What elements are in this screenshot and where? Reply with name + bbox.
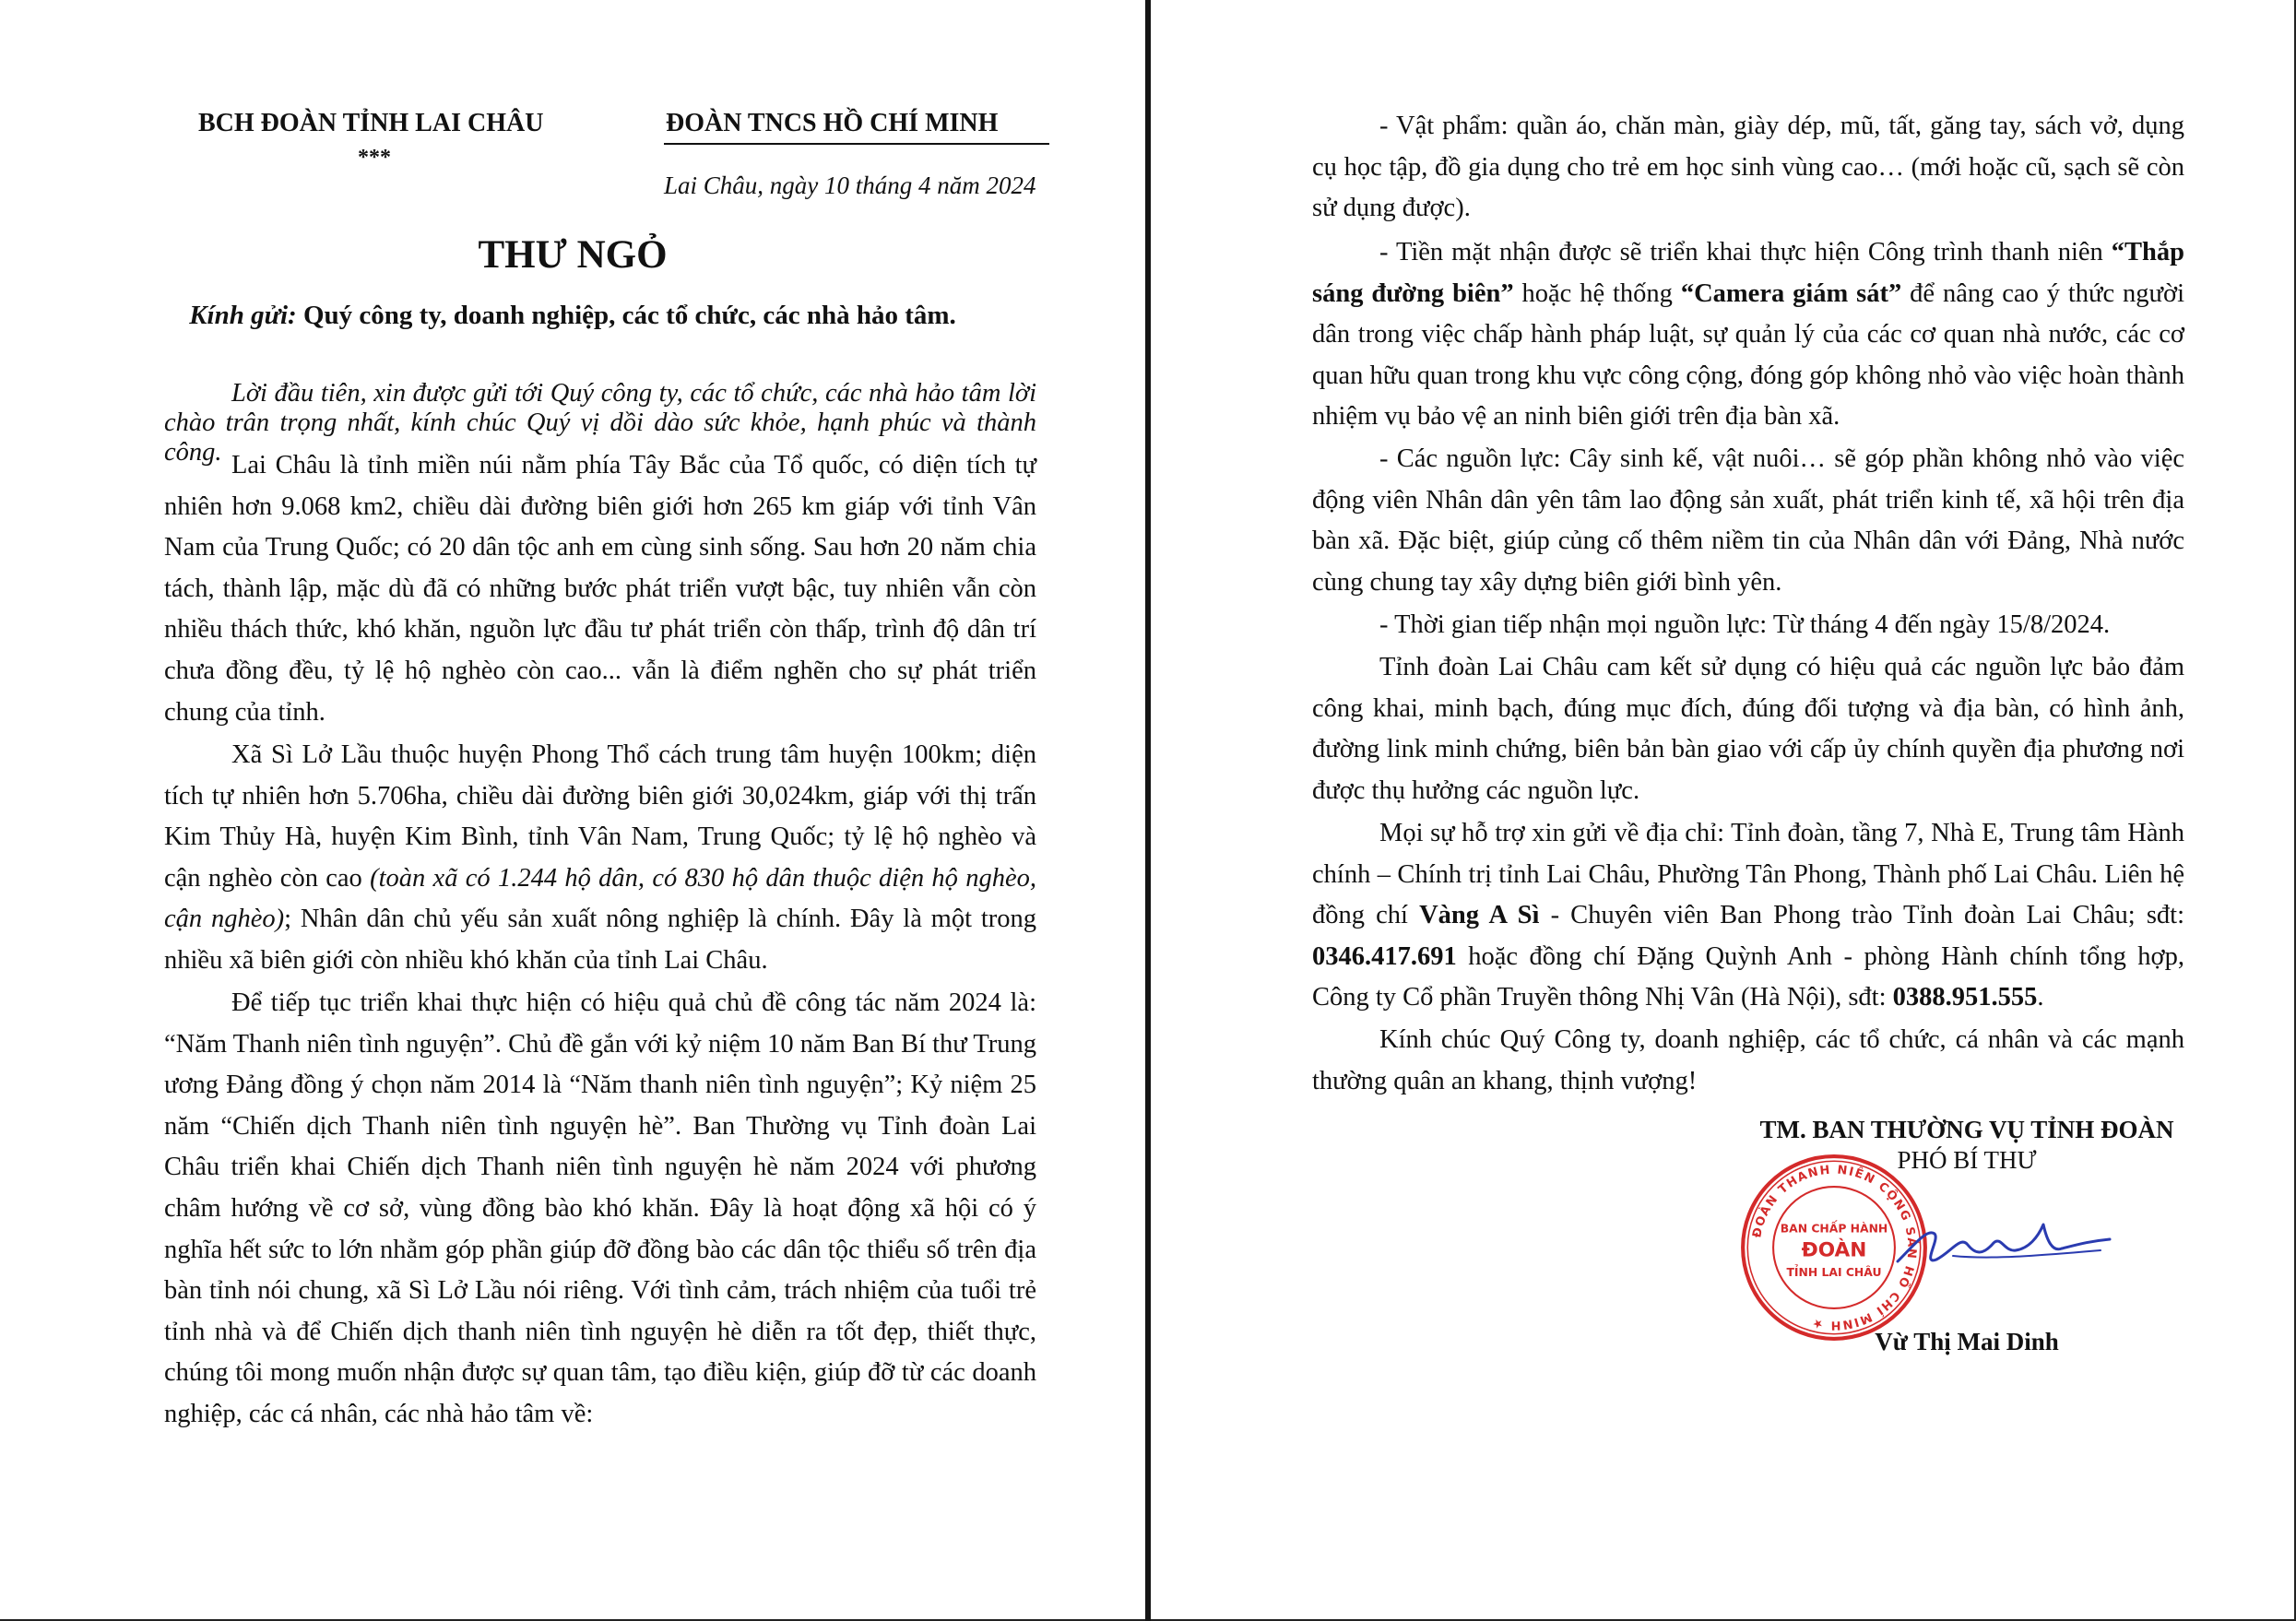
svg-text:ĐOÀN: ĐOÀN	[1801, 1238, 1867, 1262]
contact-phone-2: 0388.951.555	[1892, 983, 2038, 1012]
resource-livelihood: - Các nguồn lực: Cây sinh kế, vật nuôi… sẽ góp phần không nhỏ vào việc động viên Nhân dân yên tâm lao động sản xuất, phát triển kinh tế, xã hội trên địa bàn xã. Đặc biệt, giúp củng cố thêm niềm tin của Nhân dân với Đảng, Nhà nước cùng chung tay xây dựng biên giới bình yên.	[1312, 444, 2184, 597]
contact-paragraph	[1312, 813, 2184, 1019]
contact-text-d: .	[2037, 983, 2044, 1012]
letter-page-1	[0, 0, 1145, 1621]
paragraph-2-text-b: ; Nhân dân chủ yếu sản xuất nông nghiệp là chính. Đây là một trong nhiều xã biên giới còn nhiều khó khăn của tỉnh Lai Châu.	[164, 905, 1036, 975]
contact-name: Vàng A Sì	[1419, 901, 1540, 930]
contact-text-a: Mọi sự hỗ trợ xin gửi về địa chỉ: Tỉnh đoàn, tầng 7, Nhà E, Trung tâm Hành chính – Chính trị tỉnh Lai Châu, Phường Tân Phong, Thành phố Lai Châu. Liên hệ đồng chí	[1312, 819, 2184, 930]
contact-phone-1: 0346.417.691	[1312, 941, 1457, 971]
sign-title: TM. BAN THƯỜNG VỤ TỈNH ĐOÀN	[1759, 1116, 2174, 1143]
contact-text-b: - Chuyên viên Ban Phong trào Tỉnh đoàn Lai Châu; sđt:	[1539, 901, 2184, 930]
sign-position: PHÓ BÍ THƯ	[1897, 1146, 2037, 1174]
salutation	[0, 301, 1145, 331]
receiving-period: - Thời gian tiếp nhận mọi nguồn lực: Từ tháng 4 đến ngày 15/8/2024.	[1379, 610, 2111, 639]
salutation-text: Quý công ty, doanh nghiệp, các tổ chức, các nhà hảo tâm.	[296, 301, 956, 330]
paragraph-2-italic: (toàn xã có 1.244 hộ dân, có 830 hộ dân thuộc diện hộ nghèo, cận nghèo)	[164, 863, 1036, 934]
resource-items: - Vật phẩm: quần áo, chăn màn, giày dép, mũ, tất, găng tay, sách vở, dụng cụ học tập, đồ gia dụng cho trẻ em học sinh vùng cao… (mới hoặc cũ, sạch sẽ còn sử dụng được).	[1312, 112, 2184, 223]
org-left-mark: ***	[358, 146, 391, 170]
project-lighting: “Thắp sáng đường biên”	[1312, 238, 2184, 308]
paragraph-1: Lai Châu là tỉnh miền núi nằm phía Tây Bắc của Tổ quốc, có diện tích tự nhiên hơn 9.068 km2, chiều dài đường biên giới hơn 265 km giáp với tỉnh Vân Nam của Trung Quốc; có 20 dân tộc anh em cùng sinh sống. Sau hơn 20 năm chia tách, thành lập, mặc dù đã có những bước phát triển vượt bậc, tuy nhiên vẫn còn nhiều thách thức, khó khăn, nguồn lực đầu tư phát triển còn thấp, trình độ dân trí chưa đồng đều, tỷ lệ hộ nghèo còn cao... vẫn là điểm nghẽn cho sự phát triển chung của tỉnh.	[164, 451, 1036, 727]
paragraph-2-text-a: Xã Sì Lở Lầu thuộc huyện Phong Thổ cách trung tâm huyện 100km; diện tích tự nhiên hơn 5.706ha, chiều dài đường biên giới 30,024km, giáp với thị trấn Kim Thủy Hà, huyện Kim Bình, tỉnh Vân Nam, Trung Quốc; tỷ lệ hộ nghèo và cận nghèo còn cao	[164, 740, 1036, 893]
contact-text-c: hoặc đồng chí Đặng Quỳnh Anh - phòng Hành chính tổng hợp, Công ty Cổ phần Truyền thông Nhị Vân (Hà Nội), sđt:	[1312, 941, 2184, 1012]
resource-cash	[1312, 232, 2184, 438]
signature-icon	[1879, 1199, 2119, 1291]
resource-cash-text-a: - Tiền mặt nhận được sẽ triển khai thực hiện Công trình thanh niên	[1379, 238, 2112, 266]
paragraph-3: Để tiếp tục triển khai thực hiện có hiệu quả chủ đề công tác năm 2024 là: “Năm Thanh niên tình nguyện”. Chủ đề gắn với kỷ niệm 10 năm Ban Bí thư Trung ương Đảng đồng ý chọn năm 2014 là “Năm thanh niên tình nguyện”; Kỷ niệm 25 năm “Chiến dịch Thanh niên tình nguyện hè”. Ban Thường vụ Tỉnh đoàn Lai Châu triển khai Chiến dịch Thanh niên tình nguyện hè năm 2024 với phương châm hướng về cơ sở, vùng đồng bào khó khăn. Đây là hoạt động xã hội có ý nghĩa hết sức to lớn nhằm góp phần giúp đỡ đồng bào các dân tộc thiểu số trên địa bàn tỉnh nói chung, xã Sì Lở Lầu nói riêng. Với tình cảm, trách nhiệm của tuổi trẻ tỉnh nhà và để Chiến dịch thanh niên tình nguyện hè diễn ra tốt đẹp, thiết thực, chúng tôi mong muốn nhận được sự quan tâm, tạo điều kiện, giúp đỡ từ các doanh nghiệp, các cá nhân, các nhà hảo tâm về:	[164, 988, 1036, 1428]
signer-name: Vừ Thị Mai Dinh	[1875, 1328, 2059, 1355]
date-line: Lai Châu, ngày 10 tháng 4 năm 2024	[664, 172, 1036, 199]
svg-text:BAN CHẤP HÀNH: BAN CHẤP HÀNH	[1780, 1222, 1888, 1236]
org-right: ĐOÀN TNCS HỒ CHÍ MINH	[666, 109, 999, 137]
svg-text:ĐOÀN THANH NIÊN CỘNG SẢN HỒ CH: ĐOÀN THANH NIÊN CỘNG SẢN HỒ CHÍ MINH ★	[1750, 1163, 1919, 1332]
svg-text:TỈNH LAI CHÂU: TỈNH LAI CHÂU	[1786, 1265, 1882, 1279]
letter-page-2	[1151, 0, 2296, 1621]
resource-cash-text-c: để nâng cao ý thức người dân trong việc chấp hành pháp luật, sự quản lý của các cơ quan nhà nước, các cơ quan hữu quan trong khu vực công cộng, đóng góp không nhỏ vào việc hoàn thành nhiệm vụ bảo vệ an ninh biên giới trên địa bàn xã.	[1312, 278, 2184, 432]
salutation-label: Kính gửi:	[189, 301, 297, 330]
project-camera: “Camera giám sát”	[1680, 278, 1902, 308]
paragraph-2	[164, 735, 1036, 982]
intro-paragraph: Lời đầu tiên, xin được gửi tới Quý công ty, các tổ chức, các nhà hảo tâm lời chào trân trọng nhất, kính chúc Quý vị dồi dào sức khỏe, hạnh phúc và thành công.	[164, 379, 1036, 467]
org-right-underline	[664, 143, 1049, 145]
resource-cash-text-b: hoặc hệ thống	[1513, 278, 1681, 308]
closing-paragraph: Kính chúc Quý Công ty, doanh nghiệp, các tổ chức, cá nhân và các mạnh thường quân an khang, thịnh vượng!	[1312, 1025, 2184, 1095]
org-left: BCH ĐOÀN TỈNH LAI CHÂU	[198, 109, 544, 137]
commitment-paragraph: Tỉnh đoàn Lai Châu cam kết sử dụng có hiệu quả các nguồn lực bảo đảm công khai, minh bạch, đúng mục đích, đúng đối tượng và địa bàn, có hình ảnh, đường link minh chứng, biên bản bàn giao với cấp ủy chính quyền địa phương nơi được thụ hưởng các nguồn lực.	[1312, 653, 2184, 805]
letter-title: THƯ NGỎ	[478, 233, 668, 277]
